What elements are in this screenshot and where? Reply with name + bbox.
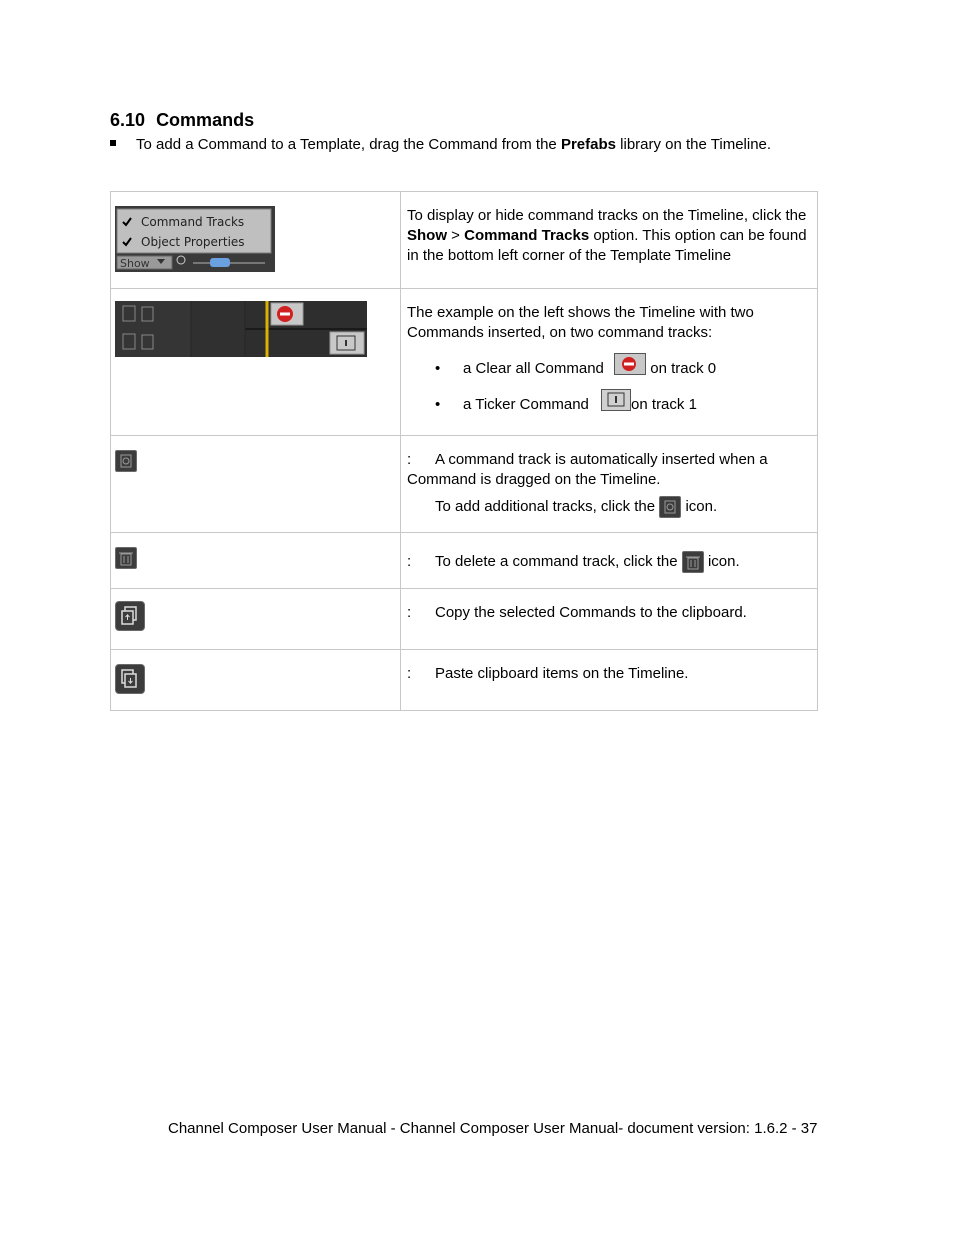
clear-all-command-icon — [614, 353, 646, 375]
copy-description: : Copy the selected Commands to the clipboard. — [407, 604, 747, 621]
zoom-slider — [210, 258, 230, 267]
table-row — [111, 192, 818, 289]
table-row: : A command track is automatically inserted when a Command is dragged on the Timeline. To add additional tracks, click the icon. — [111, 436, 818, 533]
page-footer: Channel Composer User Manual - Channel Composer User Manual- document version: 1.6.2 - 37 — [168, 1120, 818, 1137]
square-bullet-icon — [110, 140, 116, 146]
list-item: • a Ticker Command on track 1 — [435, 389, 811, 415]
section-heading — [110, 110, 254, 131]
ticker-command-icon — [601, 389, 631, 411]
menu-item-command-tracks: Command Tracks — [141, 215, 245, 229]
commands-table — [110, 191, 818, 711]
add-track-description: : A command track is automatically inserted when a Command is dragged on the Timeline. — [407, 451, 768, 488]
section-title: Commands — [156, 110, 255, 130]
timeline-example-screenshot — [115, 301, 367, 357]
delete-track-description: : To delete a command track, click the icon. — [407, 537, 811, 573]
list-item: • a Clear all Command on track 0 — [435, 353, 811, 379]
show-description: To display or hide command tracks on the Timeline, click the Show > Command Tracks option. This option can be found in the bottom left corner of the Template Timeline — [407, 207, 807, 264]
table-row — [111, 650, 818, 711]
paste-description: : Paste clipboard items on the Timeline. — [407, 665, 689, 682]
add-command-track-icon[interactable] — [115, 450, 137, 472]
show-button: Show — [120, 257, 150, 270]
menu-item-object-properties: Object Properties — [141, 235, 245, 249]
table-row — [111, 289, 818, 436]
delete-command-track-icon — [682, 551, 704, 573]
table-row — [111, 589, 818, 650]
section-number: 6.10 — [110, 110, 146, 130]
paste-commands-icon[interactable] — [115, 664, 145, 694]
show-menu-screenshot — [115, 206, 275, 272]
timeline-example-description: The example on the left shows the Timeline with two Commands inserted, on two command tracks: — [407, 304, 754, 341]
delete-command-track-icon[interactable] — [115, 547, 137, 569]
copy-commands-icon[interactable] — [115, 601, 145, 631]
intro-bullet: To add a Command to a Template, drag the Command from the Prefabs library on the Timeline. — [110, 136, 771, 153]
table-row — [111, 533, 818, 589]
command-list — [407, 353, 811, 415]
add-command-track-icon — [659, 496, 681, 518]
